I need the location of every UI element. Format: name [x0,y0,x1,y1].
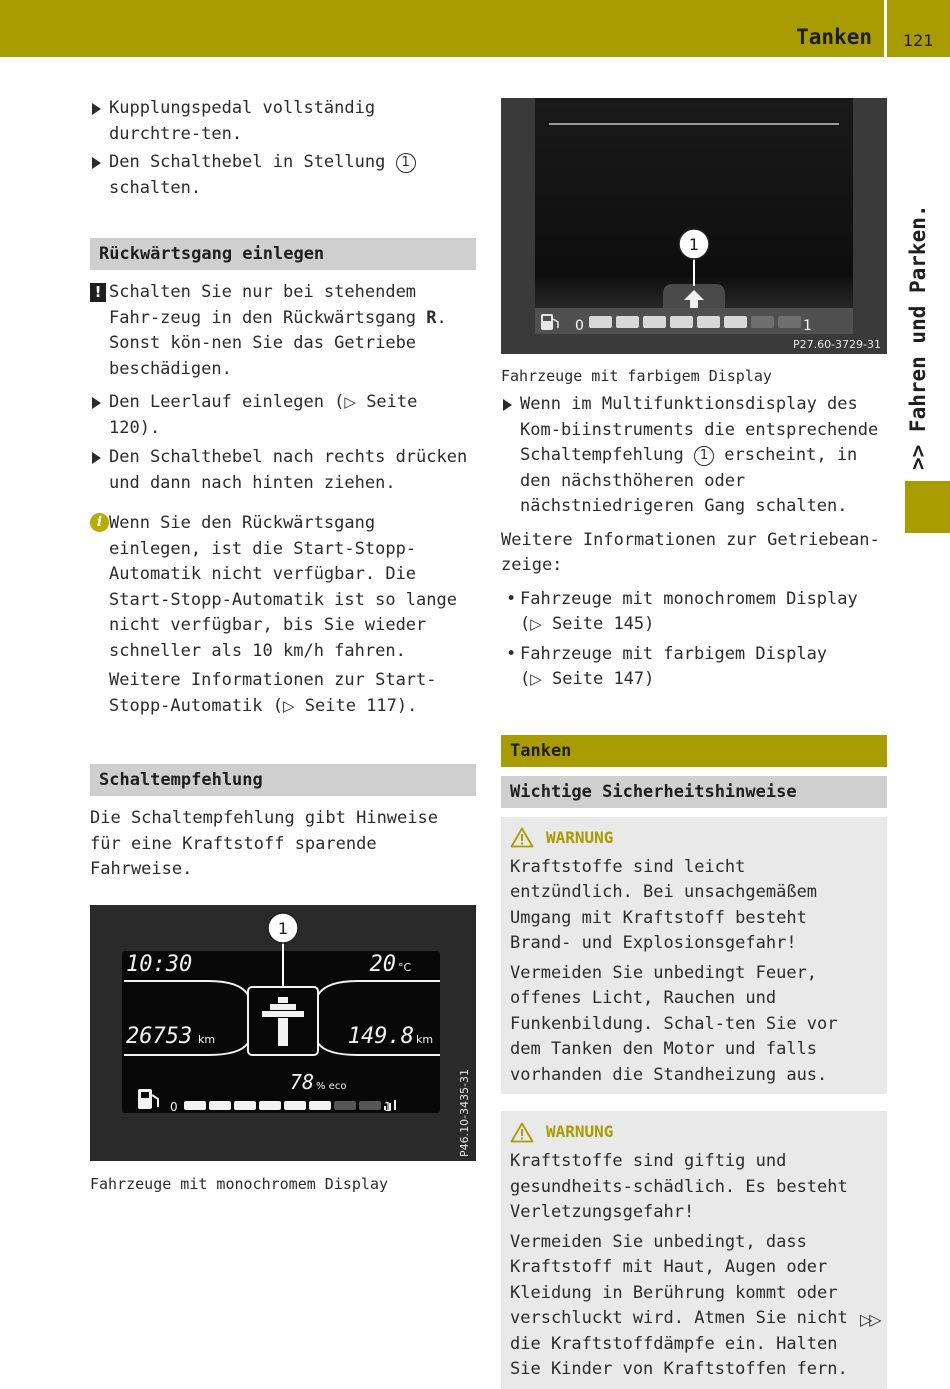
page-ref-arrow-icon: ▷ [530,670,542,688]
warning-note [90,280,476,382]
figure-code: P27.60-3729-31 [792,338,881,351]
section-heading-tanken: Tanken [501,735,887,767]
marker-1-icon: 1 [694,446,714,466]
display-temperature: 20 [369,951,396,977]
fuel-gauge [184,1100,396,1110]
fuel-min: 0 [170,1099,178,1114]
warning-triangle-icon [510,827,534,848]
list-item-text: Seite 145) [541,614,655,634]
shift-intro: Die Schaltempfehlung gibt Hinweise für eine Kraftstoff sparende Fahrweise. [90,808,438,879]
warning-box-fire [501,817,887,1095]
more-info-text: Weitere Informationen zur Getriebean-zeige: [501,529,880,575]
info-text: Weitere Informationen zur Start-Stopp-Automatik ( [109,670,437,716]
figure-caption-color: Fahrzeuge mit farbigem Display [501,367,772,385]
display-range: 149.8 [347,1023,414,1049]
step-text: schalten. [109,177,202,198]
fuel-segment [724,316,747,328]
warning-title [510,1119,878,1145]
fuel-segment [643,316,666,328]
display-eco-value: 78 [289,1069,314,1094]
warning-title-text: WARNUNG [546,1122,614,1141]
monochrome-display-drawing [90,905,476,1161]
fuel-segment [589,316,612,328]
fuel-segment [616,316,639,328]
fuel-segment [184,1101,206,1110]
display-temperature-unit: °C [398,960,412,974]
fuel-segment [234,1101,256,1110]
step-clutch: Kupplungspedal vollständig durchtre-ten. [90,96,476,147]
step-push-lever: Den Schalthebel nach rechts drücken und dann nach hinten ziehen. [90,445,476,496]
fuel-segment [284,1101,306,1110]
list-item-text: Fahrzeuge mit farbigem Display [520,643,828,664]
warning-title-text: WARNUNG [546,827,614,847]
fuel-segment [334,1101,356,1110]
display-eco-unit: % eco [316,1080,347,1092]
step-neutral [90,390,476,441]
display-reference-list [501,587,887,693]
fuel-segment [670,316,693,328]
color-display-image [501,98,887,354]
marker-label: 1 [688,235,700,254]
warning-text: Kraftstoffe sind giftig und gesundheits-schädlich. Es besteht Verletzungsgefahr! [510,1151,848,1222]
fuel-max: 1 [384,1099,392,1114]
fuel-segment [359,1101,381,1110]
step-text: Seite 120). [109,392,418,438]
page-title: Tanken [796,25,872,49]
page-ref-arrow-icon: ▷ [344,393,356,411]
chapter-tab-marker [905,481,950,533]
monochrome-display-image [90,905,476,1161]
info-text: Seite 117). [294,695,418,716]
list-item: • Fahrzeuge mit monochromem Display (▷ Seite 145) [501,587,887,638]
fuel-segment [778,316,801,328]
list-item: • Fahrzeuge mit farbigem Display (▷ Seite 147) [501,642,887,693]
list-item-text: Fahrzeuge mit monochromem Display [520,588,858,609]
step-text: Den Leerlauf einlegen ( [109,392,345,412]
section-heading-shift: Schaltempfehlung [90,764,476,796]
display-odometer: 26753 [126,1023,193,1049]
fuel-min: 0 [575,318,584,334]
warning-title [510,825,878,851]
info-more [90,668,476,719]
warning-box-toxic [501,1111,887,1389]
fuel-segment [751,316,774,328]
section-heading-safety: Wichtige Sicherheitshinweise [501,776,887,808]
chapter-tab-label: >> Fahren und Parken. [906,204,930,470]
step-text: erscheint, in den nächsthöheren oder nächstniedrigeren Gang schalten. [520,445,858,516]
display-odometer-unit: km [198,1032,216,1046]
fuel-segment [697,316,720,328]
note-text: . Sonst kön-nen Sie das Getriebe beschädigen. [109,307,447,379]
figure-code: P46.10-3435-31 [458,1068,471,1157]
warning-text: Vermeiden Sie unbedingt Feuer, offenes Licht, Rauchen und Funkenbildung. Schal-ten Sie vor dem Tanken den Motor und falls vorhanden die Standheizung aus. [510,962,838,1085]
color-display-drawing [501,98,887,354]
list-item-text: Seite 147) [541,669,655,689]
info-icon: i [90,513,109,532]
warning-text: Kraftstoffe sind leicht entzündlich. Bei unsachgemäßem Umgang mit Kraftstoff besteht Brand- und Explosionsgefahr! [510,856,818,953]
display-time: 10:30 [126,951,193,977]
continue-mark-icon: ▷▷ [860,1310,879,1329]
section-heading-reverse: Rückwärtsgang einlegen [90,238,476,270]
fuel-segment [309,1101,331,1110]
left-column [90,96,476,1194]
figure-caption-mono: Fahrzeuge mit monochromem Display [90,1174,389,1193]
note-text: Wenn Sie den Rückwärtsgang einlegen, ist die Start-Stopp-Automatik nicht verfügbar. Die Start-Stopp-Automatik ist so lange nicht verfügbar, bis Sie wieder schneller als 10 km/h fahren. [109,513,457,661]
fuel-tick [394,1100,396,1110]
gear-r-label: R [426,307,437,328]
step-shift-recommendation [501,392,887,520]
warning-text: Vermeiden Sie unbedingt, dass Kraftstoff mit Haut, Augen oder Kleidung in Berührung kommt oder verschluckt wird. Atmen Sie nicht die Kraftstoffdämpfe ein. Halten Sie Kinder von Kraftstoffen fern. [510,1231,848,1379]
marker-label: 1 [277,918,289,938]
page-number: 121 [903,31,934,50]
fuel-segment [259,1101,281,1110]
fuel-segment [209,1101,231,1110]
info-note [90,511,476,664]
page-ref-arrow-icon: ▷ [283,696,295,715]
step-text: Wenn im Multifunktionsdisplay des Kom-biinstruments die entsprechende Schaltempfehlung [520,394,879,465]
right-column [501,98,887,1389]
fuel-max: 1 [803,318,812,334]
step-shift-lever [90,150,476,201]
note-text: Schalten Sie nur bei stehendem Fahr-zeug in den Rückwärtsgang [109,282,427,328]
step-text: Den Schalthebel in Stellung [109,152,396,172]
header-divider [884,0,887,57]
exclamation-icon: ! [90,283,106,302]
page-ref-arrow-icon: ▷ [530,615,542,633]
display-range-unit: km [416,1032,434,1046]
warning-triangle-icon [510,1122,534,1143]
marker-1-icon: 1 [396,153,416,173]
